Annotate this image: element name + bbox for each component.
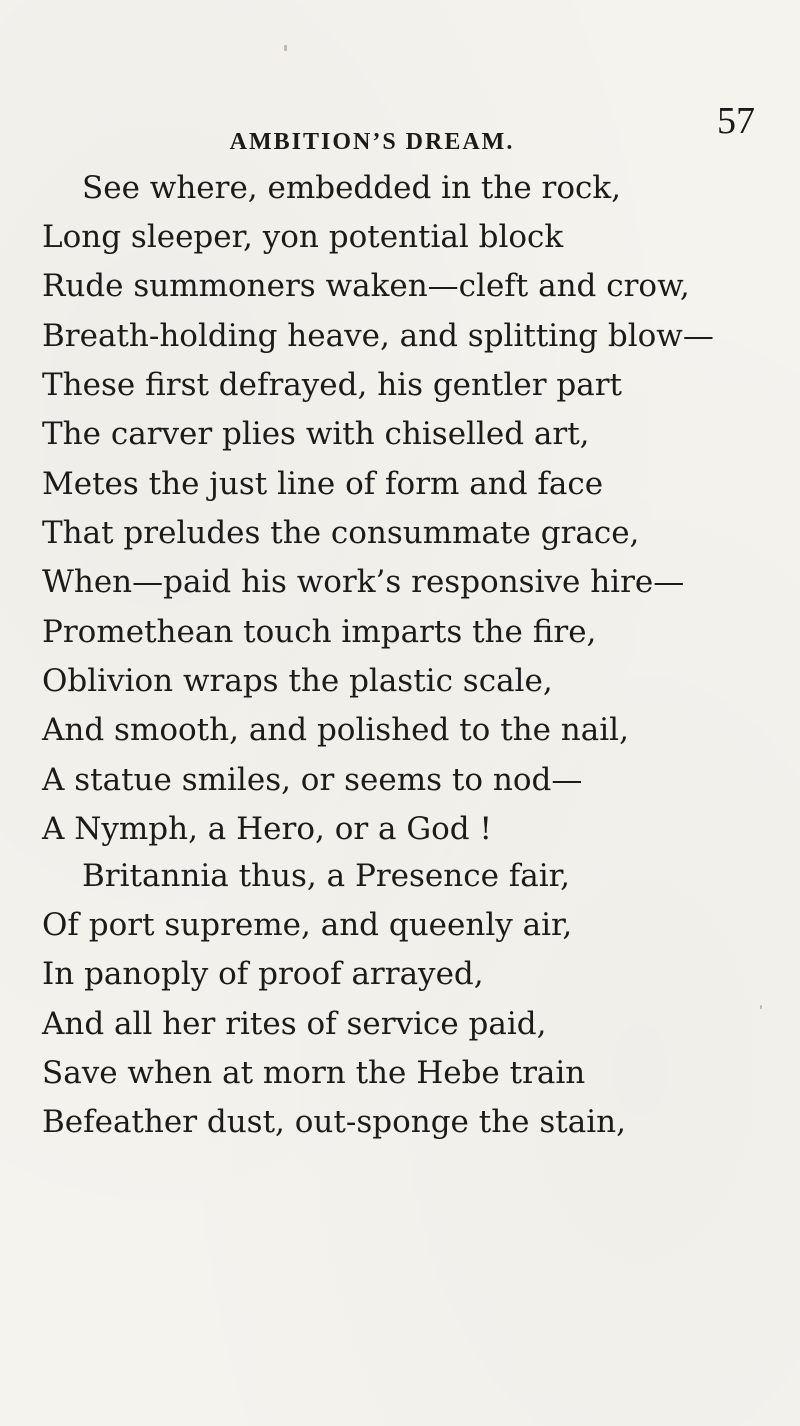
poem-line: And all her rites of service paid, (42, 1006, 547, 1042)
poem-line: When—paid his work’s responsive hire— (42, 564, 685, 600)
poem-line: Save when at morn the Hebe train (42, 1055, 586, 1091)
paper-speck (760, 1005, 762, 1009)
poem-line: Metes the just line of form and face (42, 466, 604, 502)
poem-line: Britannia thus, a Presence fair, (82, 858, 570, 894)
poem-line: Breath-holding heave, and splitting blow— (42, 318, 714, 354)
page-number: 57 (717, 100, 755, 142)
poem-line: Of port supreme, and queenly air, (42, 907, 573, 943)
poem-line: A statue smiles, or seems to nod— (42, 762, 583, 798)
poem-line: And smooth, and polished to the nail, (42, 712, 629, 748)
poem-line: See where, embedded in the rock, (82, 170, 622, 206)
paper-speck (284, 45, 287, 51)
poem-line: That preludes the consummate grace, (42, 515, 640, 551)
poem-line: Oblivion wraps the plastic scale, (42, 663, 553, 699)
poem-line: These first defrayed, his gentler part (42, 367, 622, 403)
running-title: AMBITION’S DREAM. (229, 129, 515, 155)
poem-line: Long sleeper, yon potential block (42, 219, 564, 255)
poem-line: Promethean touch imparts the fire, (42, 614, 597, 650)
running-head (0, 100, 800, 170)
poem-line: Rude summoners waken—cleft and crow, (42, 268, 690, 304)
poem-line: In panoply of proof arrayed, (42, 956, 484, 992)
poem-line: The carver plies with chiselled art, (42, 416, 590, 452)
poem-line: Befeather dust, out-sponge the stain, (42, 1104, 626, 1140)
poem-line: A Nymph, a Hero, or a God ! (42, 811, 492, 847)
